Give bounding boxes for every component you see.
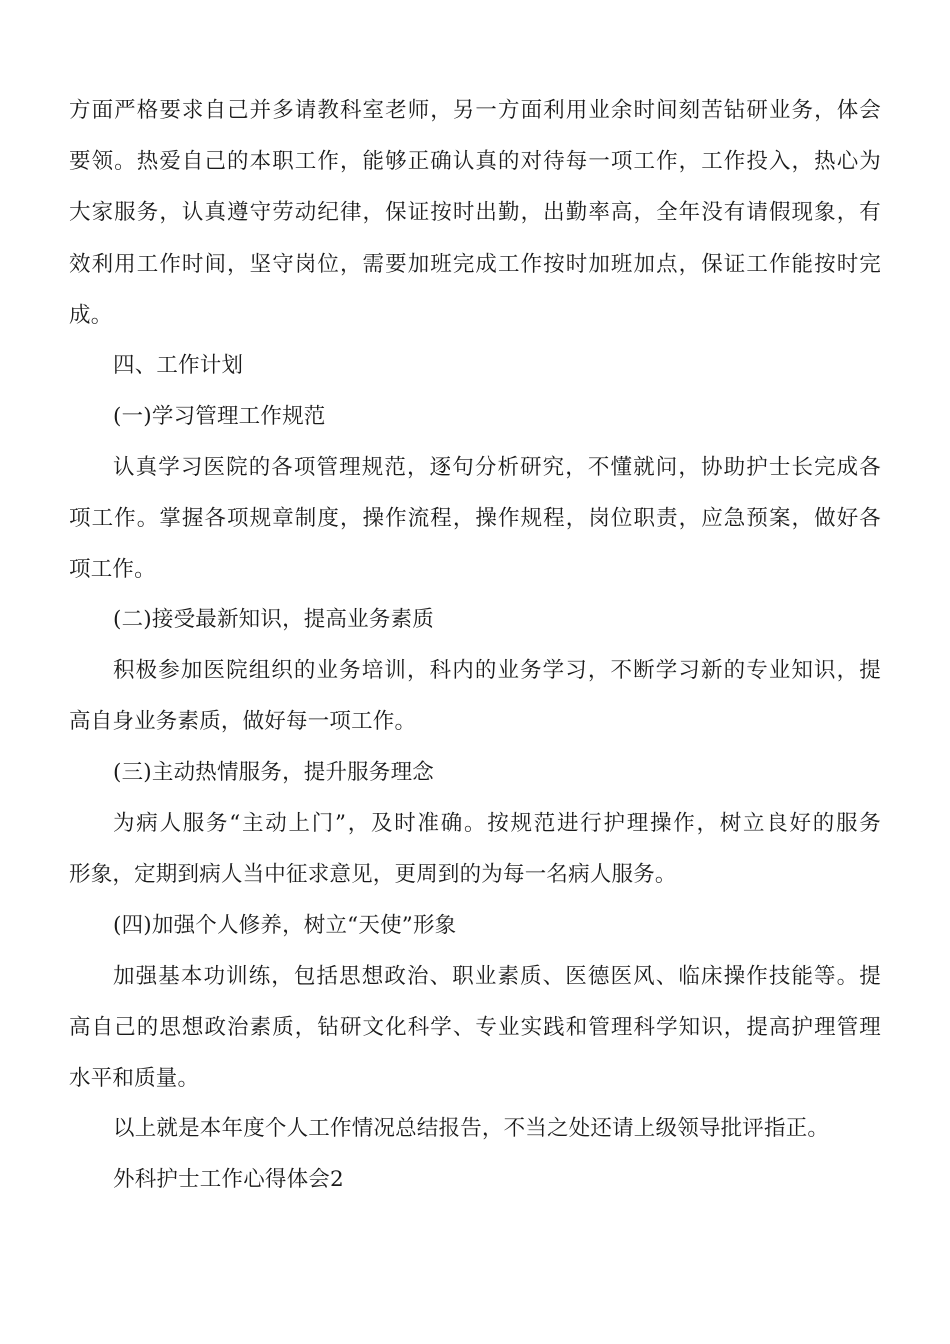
- subsection-heading: (一)学习管理工作规范: [113, 404, 326, 429]
- paragraph-line: 项工作。掌握各项规章制度，操作流程，操作规程，岗位职责，应急预案，做好各: [69, 506, 881, 531]
- paragraph-line: 加强基本功训练，包括思想政治、职业素质、医德医风、临床操作技能等。提: [113, 964, 881, 989]
- paragraph-line: 成。: [69, 303, 113, 328]
- paragraph-line: 项工作。: [69, 557, 156, 582]
- paragraph-line: 大家服务，认真遵守劳动纪律，保证按时出勤，出勤率高，全年没有请假现象，有: [69, 200, 881, 225]
- subsection-heading: (三)主动热情服务，提升服务理念: [113, 760, 434, 785]
- paragraph-line: 水平和质量。: [69, 1066, 200, 1091]
- subsection-heading: (四)加强个人修养，树立“天使”形象: [113, 913, 457, 938]
- paragraph-line: 认真学习医院的各项管理规范，逐句分析研究，不懂就问，协助护士长完成各: [113, 455, 881, 480]
- paragraph-line: 形象，定期到病人当中征求意见，更周到的为每一名病人服务。: [69, 862, 677, 887]
- subsection-heading: (二)接受最新知识，提高业务素质: [113, 607, 434, 632]
- paragraph-line: 积极参加医院组织的业务培训，科内的业务学习，不断学习新的专业知识，提: [113, 658, 881, 683]
- paragraph-line: 方面严格要求自己并多请教科室老师，另一方面利用业余时间刻苦钻研业务，体会: [69, 98, 881, 123]
- paragraph-line: 要领。热爱自己的本职工作，能够正确认真的对待每一项工作，工作投入，热心为: [69, 149, 881, 174]
- document-title: 外科护士工作心得体会2: [113, 1167, 344, 1192]
- section-heading: 四、工作计划: [113, 353, 244, 378]
- paragraph-line: 为病人服务“主动上门”，及时准确。按规范进行护理操作，树立良好的服务: [113, 811, 881, 836]
- paragraph-line: 高自身业务素质，做好每一项工作。: [69, 709, 417, 734]
- paragraph-line: 效利用工作时间，坚守岗位，需要加班完成工作按时加班加点，保证工作能按时完: [69, 252, 881, 277]
- paragraph-line: 高自己的思想政治素质，钻研文化科学、专业实践和管理科学知识，提高护理管理: [69, 1015, 881, 1040]
- paragraph-line: 以上就是本年度个人工作情况总结报告，不当之处还请上级领导批评指正。: [113, 1116, 830, 1141]
